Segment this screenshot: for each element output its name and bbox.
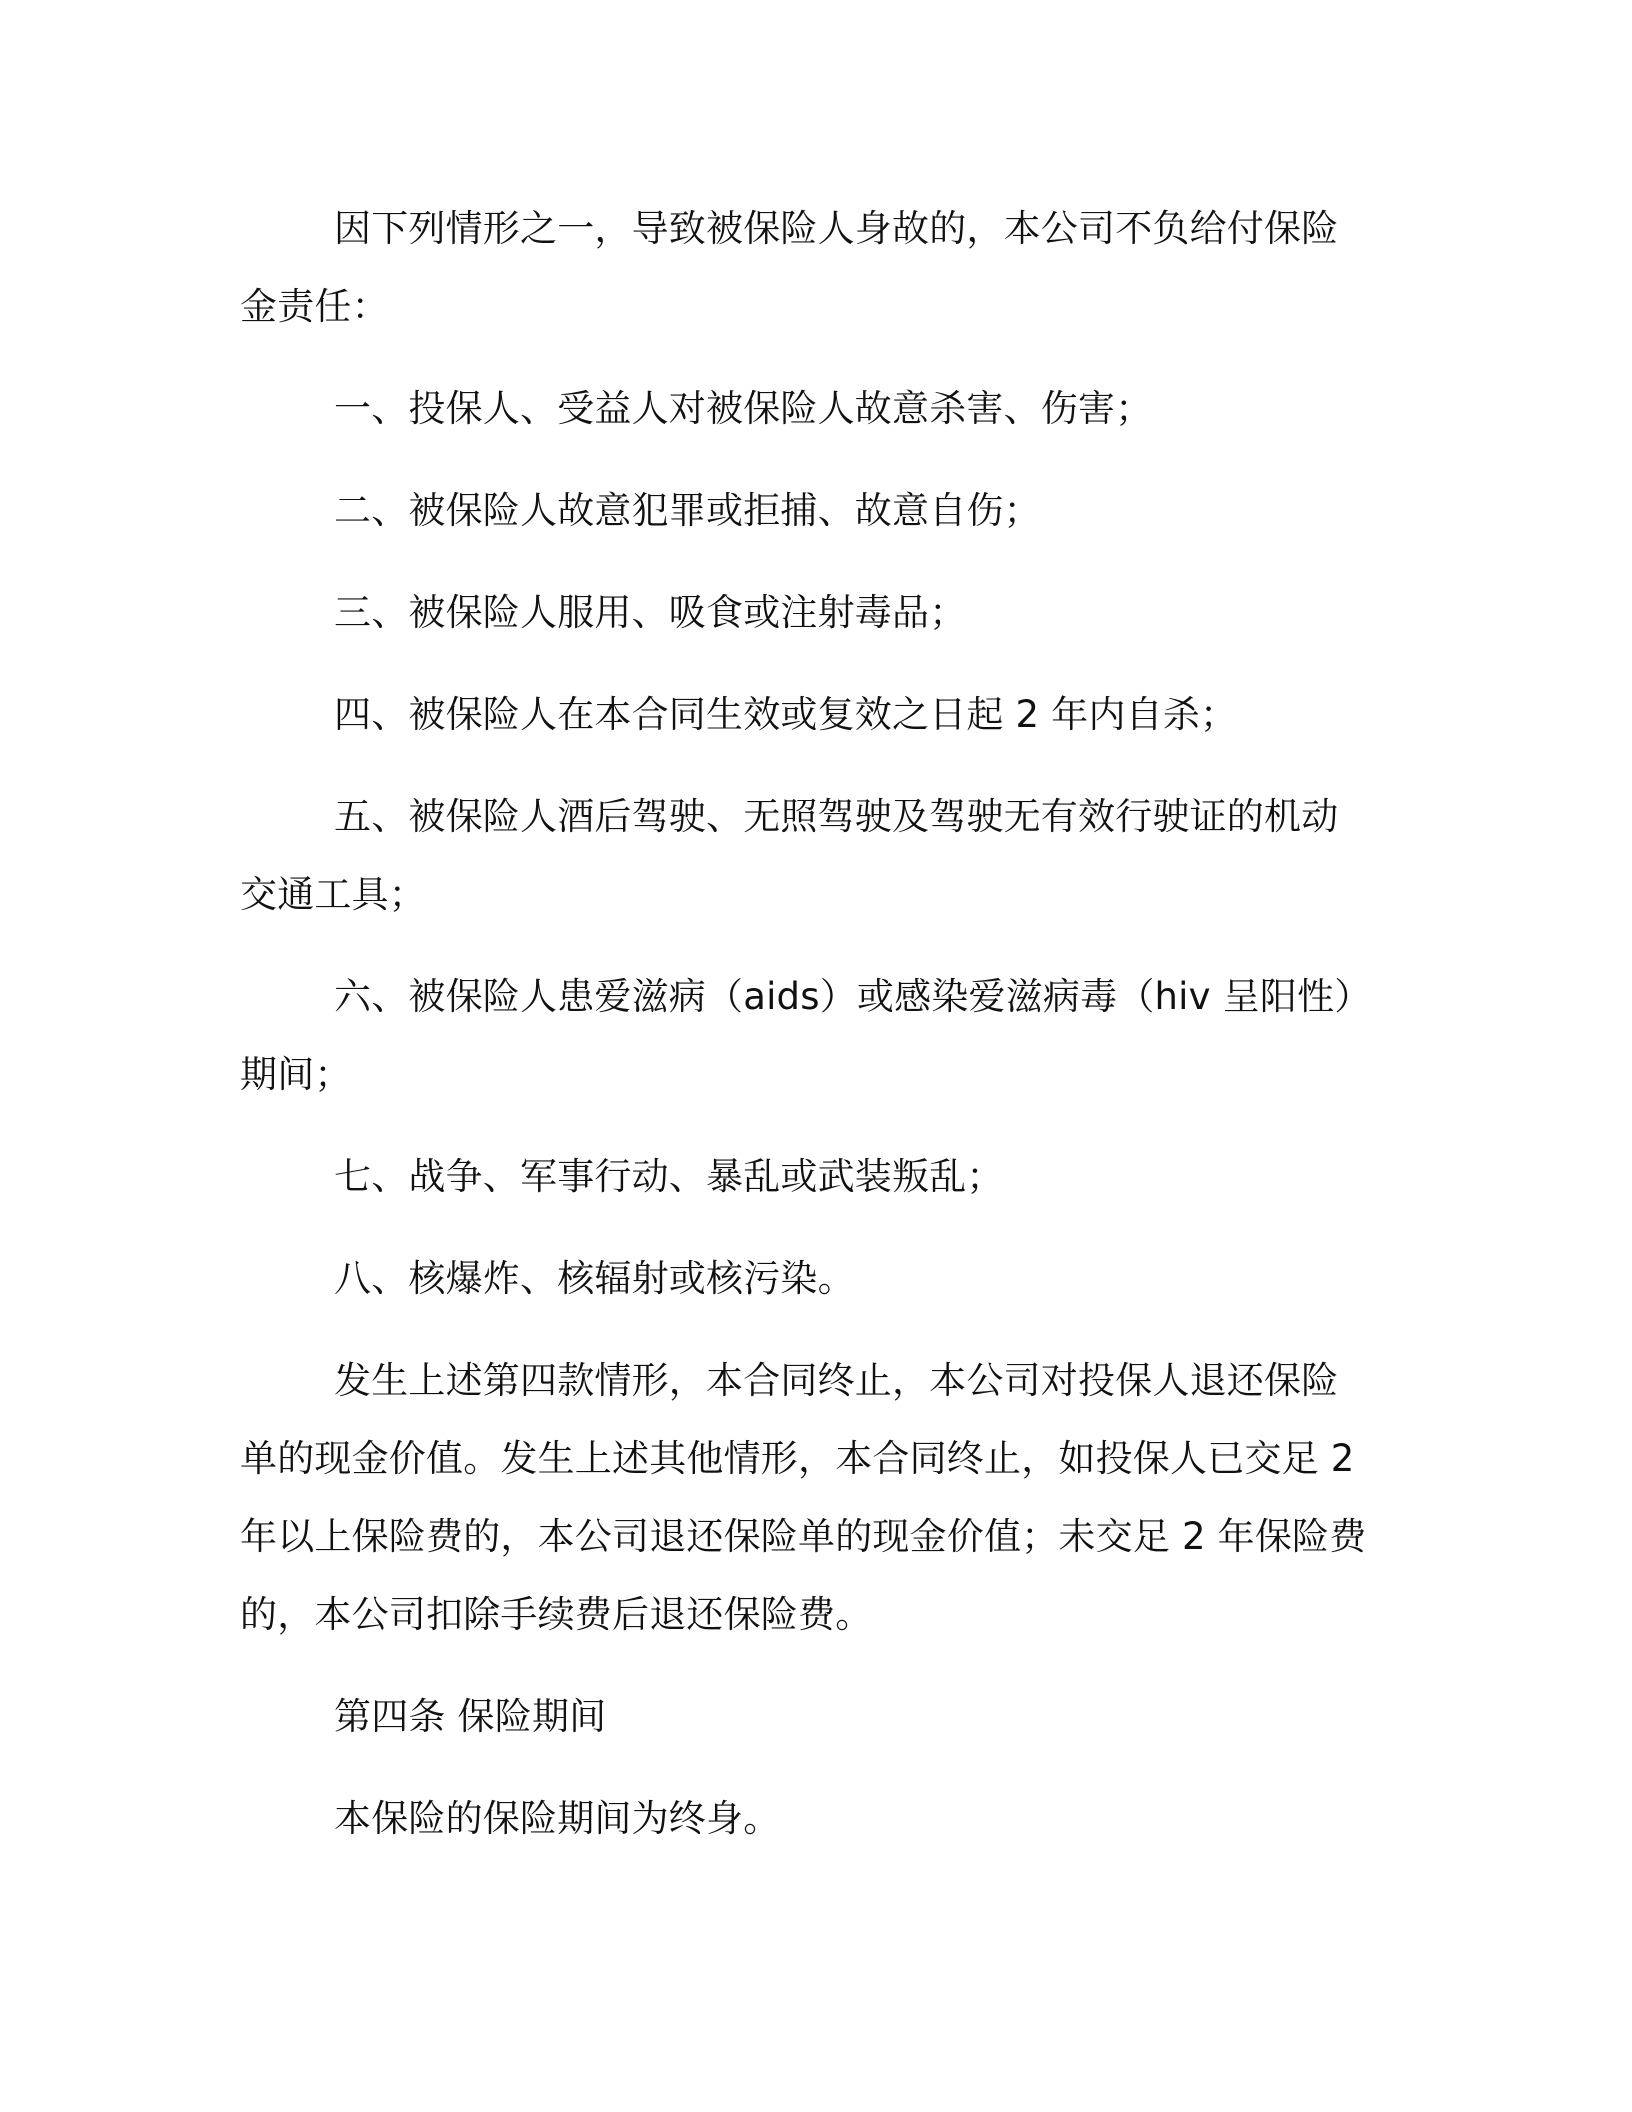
paragraph-item-7: 七、战争、军事行动、暴乱或武装叛乱； <box>334 1155 1004 1198</box>
paragraph-item-8: 八、核爆炸、核辐射或核污染。 <box>334 1257 855 1300</box>
paragraph-item-6: 六、被保险人患爱滋病（aids）或感染爱滋病毒（hiv 呈阳性）期间； <box>240 975 1372 1096</box>
paragraph-period: 本保险的保险期间为终身。 <box>334 1797 781 1840</box>
paragraph-item-1: 一、投保人、受益人对被保险人故意杀害、伤害； <box>334 387 1153 430</box>
paragraph-item-4: 四、被保险人在本合同生效或复效之日起 2 年内自杀； <box>334 693 1238 736</box>
paragraph-item-2: 二、被保险人故意犯罪或拒捕、故意自伤； <box>334 489 1041 532</box>
paragraph-item-5: 五、被保险人酒后驾驶、无照驾驶及驾驶无有效行驶证的机动交通工具； <box>240 795 1339 916</box>
section-heading: 第四条 保险期间 <box>334 1695 607 1738</box>
document-body <box>240 190 1375 1858</box>
paragraph-intro: 因下列情形之一，导致被保险人身故的，本公司不负给付保险金责任： <box>240 207 1339 328</box>
paragraph-termination: 发生上述第四款情形，本合同终止，本公司对投保人退还保险单的现金价值。发生上述其他情形，本合同终止，如投保人已交足 2 年以上保险费的，本公司退还保险单的现金价值；未交足 2 年保险费的，本公司扣除手续费后退还保险费。 <box>240 1359 1367 1636</box>
paragraph-item-3: 三、被保险人服用、吸食或注射毒品； <box>334 591 967 634</box>
